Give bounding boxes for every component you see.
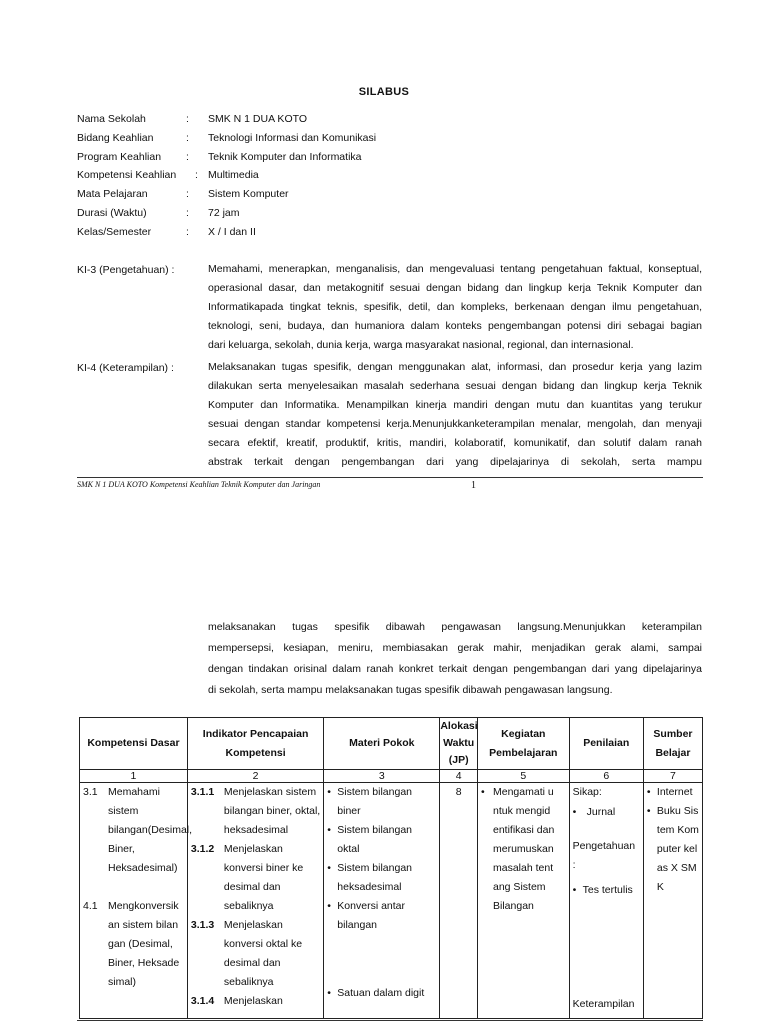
bullet-icon: • [646, 786, 651, 798]
continuation-line: di sekolah, serta mampu melaksanakan tugas spesifik dibawah pengawasan langsung. [208, 684, 613, 696]
info-colon: : [186, 113, 189, 125]
kd-item [83, 897, 184, 992]
column-number: 6 [569, 770, 643, 783]
footer-divider [77, 477, 703, 478]
bullet-icon: • [327, 900, 331, 912]
continuation-line: melaksanakan tugas spesifik dibawah pengawasan langsung.Menunjukkan keterampilan [208, 621, 702, 633]
materi-item [327, 783, 436, 821]
penilaian-jurnal: Jurnal [586, 806, 616, 818]
materi-text: Sistem bilangan heksadesimal [337, 862, 413, 893]
sumber-text: Internet [656, 786, 693, 798]
penilaian-keterampilan: Keterampilan [572, 998, 635, 1010]
info-label: Nama Sekolah [77, 113, 146, 125]
continuation-line: mempersepsi, kesiapan, meniru, membiasakan gerak mahir, menjadikan gerak alami, sampai [208, 642, 702, 654]
info-row [77, 148, 697, 167]
info-label: Durasi (Waktu) [77, 207, 147, 219]
header-alokasi-waktu: Alokasi Waktu (JP) [440, 718, 478, 770]
header-materi-pokok: Materi Pokok [324, 718, 440, 770]
column-number: 2 [187, 770, 323, 783]
info-colon: : [186, 151, 189, 163]
ki3-line: Memahami, menerapkan, menganalisis, dan mengevaluasi tentang pengetahuan faktual, konseptual, [208, 263, 702, 275]
page-footer: SMK N 1 DUA KOTO Kompetensi Keahlian Teknik Komputer dan Jaringan [77, 480, 321, 489]
bullet-icon: • [646, 805, 651, 817]
penilaian-item [573, 803, 640, 822]
info-row [77, 129, 697, 148]
bullet-icon: • [481, 786, 485, 798]
kegiatan-item [481, 783, 566, 916]
materi-cell [324, 783, 440, 1019]
materi-text: Sistem bilangan biner [337, 786, 413, 817]
kd-text: Mengkonversikan sistem bilangan (Desimal, Biner, Heksadesimal) [108, 900, 180, 988]
indikator-item [191, 840, 320, 916]
materi-item [327, 984, 436, 1003]
info-row [77, 185, 697, 204]
indikator-cell [187, 783, 323, 1019]
info-value: X / I dan II [208, 226, 256, 238]
indikator-text: Menjelaskan [223, 995, 283, 1007]
kegiatan-cell [478, 783, 570, 1019]
ki4-line: secara efektif, kreatif, produktif, kritis, mandiri, kolaboratif, komunikatif, dan solutif dalam ranah [208, 437, 702, 449]
info-value: 72 jam [208, 207, 240, 219]
table-header-row [80, 718, 703, 770]
header-penilaian: Penilaian [569, 718, 643, 770]
header-kompetensi-dasar: Kompetensi Dasar [80, 718, 188, 770]
info-colon: : [186, 226, 189, 238]
indikator-number: 3.1.3 [190, 919, 215, 931]
penilaian-cell [569, 783, 643, 1019]
ki4-text [208, 358, 702, 472]
info-row [77, 204, 697, 223]
penilaian-tes: Tes tertulis [582, 884, 633, 896]
indikator-text: Menjelaskan sistem bilangan biner, oktal, heksadesimal [223, 786, 321, 836]
materi-item [327, 821, 436, 859]
header-indikator: Indikator Pencapaian Kompetensi [187, 718, 323, 770]
continuation-line: dengan tindakan orisinal dalam ranah konkret terkait dengan pengembangan dari yang dipelajarinya [208, 663, 702, 675]
table-row [80, 783, 703, 1019]
info-row [77, 166, 697, 185]
info-value: Teknologi Informasi dan Komunikasi [208, 132, 377, 144]
sumber-cell [643, 783, 702, 1019]
kd-cell [80, 783, 193, 1019]
kegiatan-text: Mengamati untuk mengidentifikasi dan merumuskan masalah tentang Sistem Bilangan [493, 786, 555, 912]
kd-number: 3.1 [83, 786, 98, 798]
info-value: Teknik Komputer dan Informatika [208, 151, 362, 163]
penilaian-pengetahuan: Pengetahuan : [572, 840, 636, 871]
ki4-continuation [208, 617, 702, 701]
indikator-item [191, 992, 320, 1011]
indikator-text: Menjelaskan konversi biner ke desimal dan sebaliknya [223, 843, 304, 912]
syllabus-table [79, 717, 703, 1019]
info-label: Kompetensi Keahlian [77, 169, 177, 181]
info-row [77, 223, 697, 242]
indikator-item [191, 783, 320, 840]
alokasi-cell: 8 [440, 783, 478, 1019]
ki4-line: Melaksanakan tugas spesifik, dengan menggunakan alat, informasi, dan prosedur kerja yang lazim [208, 361, 702, 373]
document-title: SILABUS [358, 86, 410, 98]
indikator-number: 3.1.4 [190, 995, 215, 1007]
penilaian-sikap: Sikap: [572, 786, 602, 798]
info-colon: : [186, 207, 189, 219]
materi-item [327, 897, 436, 935]
bullet-icon: • [572, 884, 577, 896]
info-value: Sistem Komputer [208, 188, 289, 200]
materi-text: Konversi antar bilangan [337, 900, 405, 931]
materi-item [327, 859, 436, 897]
kd-text: Memahami sistem bilangan(Desimal, Biner, Heksadesimal) [108, 786, 193, 874]
sumber-item [647, 802, 699, 897]
indikator-item [191, 916, 320, 992]
info-label: Kelas/Semester [77, 226, 152, 238]
kd-item [83, 783, 193, 878]
table-number-row [80, 770, 703, 783]
ki3-line: Informatikapada tingkat teknis, spesifik, detil, dan kompleks, berkenaan dengan ilmu pengetahuan, [208, 301, 702, 313]
header-kegiatan: Kegiatan Pembelajaran [478, 718, 570, 770]
ki3-line: dari keluarga, sekolah, dunia kerja, warga masyarakat nasional, regional, dan internasional. [208, 339, 634, 351]
ki3-line: teknologi, seni, budaya, dan humaniora dalam konteks pengembangan potensi diri sebagai bagian [208, 320, 702, 332]
ki3-label: KI-3 (Pengetahuan) : [77, 264, 175, 276]
bullet-icon: • [327, 987, 331, 999]
ki4-line: sesuai dengan standar kompetensi kerja.Menunjukkanketerampilan menalar, mengolah, dan menyaji [208, 418, 702, 430]
info-colon: : [186, 132, 189, 144]
sumber-item [647, 783, 699, 802]
page-number: 1 [471, 480, 476, 491]
footer-divider [77, 1020, 703, 1021]
info-label: Bidang Keahlian [77, 132, 154, 144]
ki3-text [208, 260, 702, 355]
ki4-line: dilakukan serta menyelesaikan masalah sederhana sesuai dengan bidang dan lingkup kerja Teknik [208, 380, 702, 392]
materi-text: Satuan dalam digit [337, 987, 425, 999]
bullet-icon: • [327, 824, 331, 836]
column-number: 1 [80, 770, 188, 783]
column-number: 7 [643, 770, 702, 783]
penilaian-item [573, 881, 640, 900]
column-number: 5 [478, 770, 570, 783]
indikator-number: 3.1.1 [190, 786, 215, 798]
info-label: Program Keahlian [77, 151, 162, 163]
bullet-icon: • [327, 786, 331, 798]
indikator-text: Menjelaskan konversi oktal ke desimal dan sebaliknya [223, 919, 303, 988]
materi-text: Sistem bilangan oktal [337, 824, 413, 855]
bullet-icon: • [327, 862, 331, 874]
ki4-line: abstrak terkait dengan pengembangan dari yang dipelajarinya di sekolah, serta mampu [208, 456, 702, 468]
column-number: 4 [440, 770, 478, 783]
info-colon: : [186, 188, 189, 200]
sumber-text: Buku Sistem Komputer kelas X SMK [656, 805, 699, 893]
info-row [77, 110, 697, 129]
header-sumber-belajar: Sumber Belajar [643, 718, 702, 770]
info-value: Multimedia [208, 169, 259, 181]
ki4-line: Komputer dan Informatika. Menampilkan kinerja mandiri dengan mutu dan kuantitas yang terukur [208, 399, 702, 411]
ki4-label: KI-4 (Keterampilan) : [77, 362, 174, 374]
info-colon: : [195, 169, 198, 181]
indikator-number: 3.1.2 [190, 843, 215, 855]
column-number: 3 [324, 770, 440, 783]
info-value: SMK N 1 DUA KOTO [208, 113, 307, 125]
kd-number: 4.1 [83, 900, 98, 912]
bullet-icon: • [572, 806, 577, 818]
info-label: Mata Pelajaran [77, 188, 148, 200]
ki3-line: operasional dasar, dan metakognitif sesuai dengan bidang dan lingkup kerja Teknik Komputer dan [208, 282, 702, 294]
